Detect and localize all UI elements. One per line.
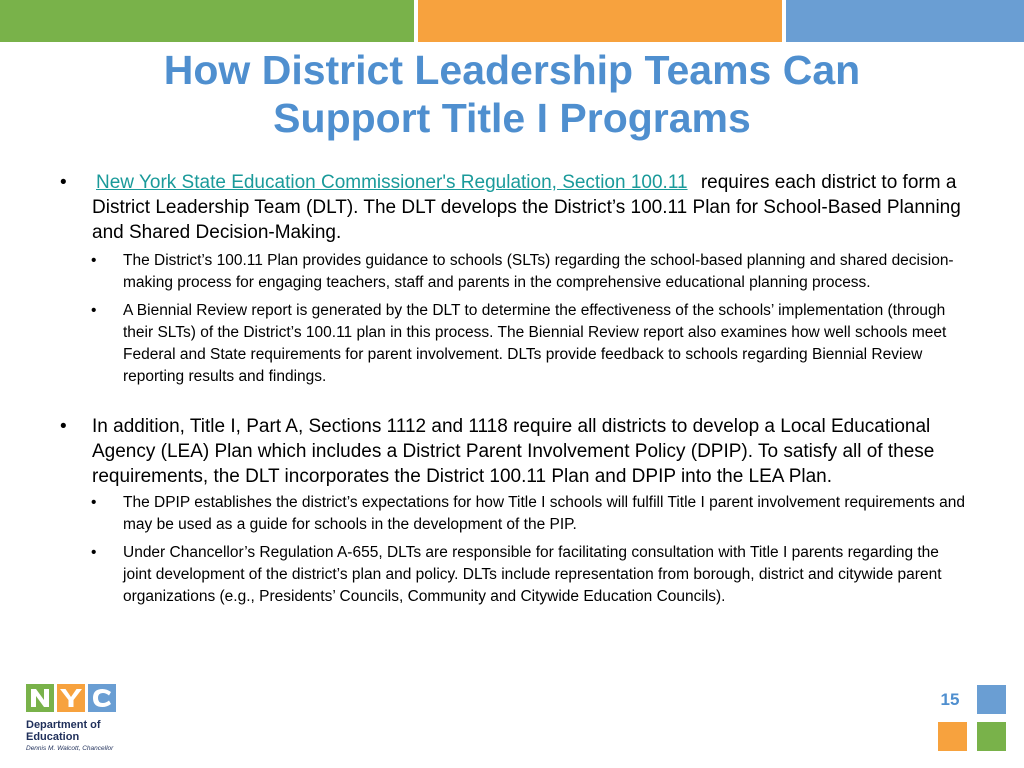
slide-body xyxy=(60,170,965,608)
sub-bullet-text: The District’s 100.11 Plan provides guidance to schools (SLTs) regarding the school-based planning and shared decision-making process for engaging teachers, staff and parents in the comprehensive educational planning process. xyxy=(123,252,954,291)
corner-square-green xyxy=(977,722,1006,751)
department-name xyxy=(26,719,136,743)
department-line1: Department of xyxy=(26,719,101,731)
bullet-regulation xyxy=(60,170,965,245)
regulation-link[interactable]: New York State Education Commissioner's Regulation, Section 100.11 xyxy=(96,172,688,193)
nyc-logo-mark xyxy=(26,684,118,712)
bullet-title-i xyxy=(60,414,965,489)
page-number: 15 xyxy=(940,690,960,709)
department-line2: Education xyxy=(26,731,80,743)
corner-square-orange xyxy=(938,722,967,751)
sub-bullet-text: Under Chancellor’s Regulation A-655, DLTs are responsible for facilitating consultation with Title I parents regarding the joint development of the district’s plan and policy. DLTs include representation from borough, district and citywide parent organizations (e.g., Presidents’ Councils, Community and Citywide Education Councils). xyxy=(123,544,942,605)
sub-bullet-biennial xyxy=(60,300,965,388)
chancellor-name: Dennis M. Walcott, Chancellor xyxy=(26,745,114,752)
bullet-dot: • xyxy=(91,494,97,511)
bullet-dot: • xyxy=(91,302,97,319)
slide-title-line1: How District Leadership Teams Can xyxy=(163,47,861,93)
bullet-dot: • xyxy=(60,172,67,193)
bullet-dot: • xyxy=(91,252,97,269)
sub-bullet-dpip xyxy=(60,492,965,536)
sub-bullet-text: A Biennial Review report is generated by the DLT to determine the effectiveness of the schools’ implementation (through their SLTs) of the District’s 100.11 plan in this process. The Biennial Review report also examines how well schools meet Federal and State requirements for parent involvement. DLTs provide feedback to schools regarding Biennial Review reporting results and findings. xyxy=(123,302,947,385)
nyc-doe-logo xyxy=(26,684,136,752)
sub-bullet-text: The DPIP establishes the district’s expectations for how Title I schools will fulfill Title I parent involvement requirements and may be used as a guide for schools in the development of the PIP. xyxy=(123,494,965,533)
bullet-text: In addition, Title I, Part A, Sections 1112 and 1118 require all districts to develop a Local Educational Agency (LEA) Plan which includes a District Parent Involvement Policy (DPIP). To satisfy all of these requirements, the DLT incorporates the District 100.11 Plan and DPIP into the LEA Plan. xyxy=(92,416,935,487)
bullet-dot: • xyxy=(91,544,97,561)
top-bar-green xyxy=(0,0,414,42)
top-bar-blue xyxy=(786,0,1024,42)
bullet-text: requires each district to form a District Leadership Team (DLT). The DLT develops the District’s 100.11 Plan for School-Based Planning and Shared Decision-Making. xyxy=(92,172,961,243)
corner-square-blue xyxy=(977,685,1006,714)
top-bar-orange xyxy=(418,0,782,42)
bullet-dot: • xyxy=(60,416,67,437)
slide-title xyxy=(0,46,1024,142)
sub-bullet-chancellor xyxy=(60,542,965,608)
top-color-bar xyxy=(0,0,1024,42)
slide-title-line2: Support Title I Programs xyxy=(273,95,751,141)
sub-bullet-plan xyxy=(60,250,965,294)
